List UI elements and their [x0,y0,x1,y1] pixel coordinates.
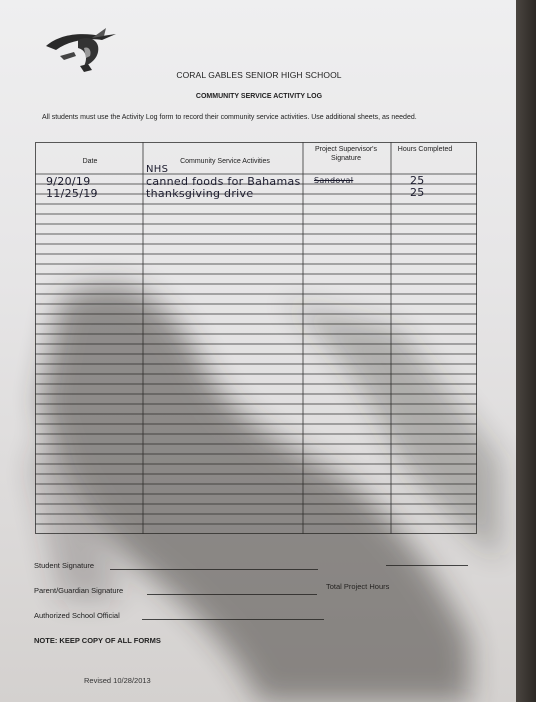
total-hours-label: Total Project Hours [326,582,390,591]
background-edge [516,0,536,702]
school-name: CORAL GABLES SENIOR HIGH SCHOOL [176,70,342,80]
entry-activity-1: canned foods for Bahamas [146,175,301,188]
student-signature-line[interactable] [110,569,318,570]
table-border [36,143,477,534]
column-header-hours: Hours Completed [397,146,453,153]
instructions-text: All students must use the Activity Log form to record their community service activities. Use additional sheets, as needed. [42,114,417,121]
form-title: COMMUNITY SERVICE ACTIVITY LOG [195,93,323,100]
parent-signature-label: Parent/Guardian Signature [34,586,124,595]
entry-signature-1: Sandoval [314,176,354,185]
entry-hours-1: 25 [410,174,425,187]
official-signature-line[interactable] [142,619,324,620]
total-hours-line[interactable] [386,565,468,566]
keep-copy-note: NOTE: KEEP COPY OF ALL FORMS [34,636,161,645]
revised-date: Revised 10/28/2013 [84,676,151,685]
school-logo [40,26,120,74]
entry-activity-2: thanksgiving drive [146,187,254,200]
entry-date-2: 11/25/19 [46,187,98,200]
entry-hours-2: 25 [410,186,425,199]
column-header-supervisor: Project Supervisor's Signature [314,146,378,162]
column-header-activities: Community Service Activities [180,158,270,165]
parent-signature-line[interactable] [147,594,317,595]
official-label: Authorized School Official [34,611,120,620]
entry-note: NHS [146,164,169,175]
column-header-date: Date [82,158,98,165]
entry-date-1: 9/20/19 [46,175,91,188]
activity-log-table [35,142,477,534]
student-signature-label: Student Signature [34,561,95,570]
